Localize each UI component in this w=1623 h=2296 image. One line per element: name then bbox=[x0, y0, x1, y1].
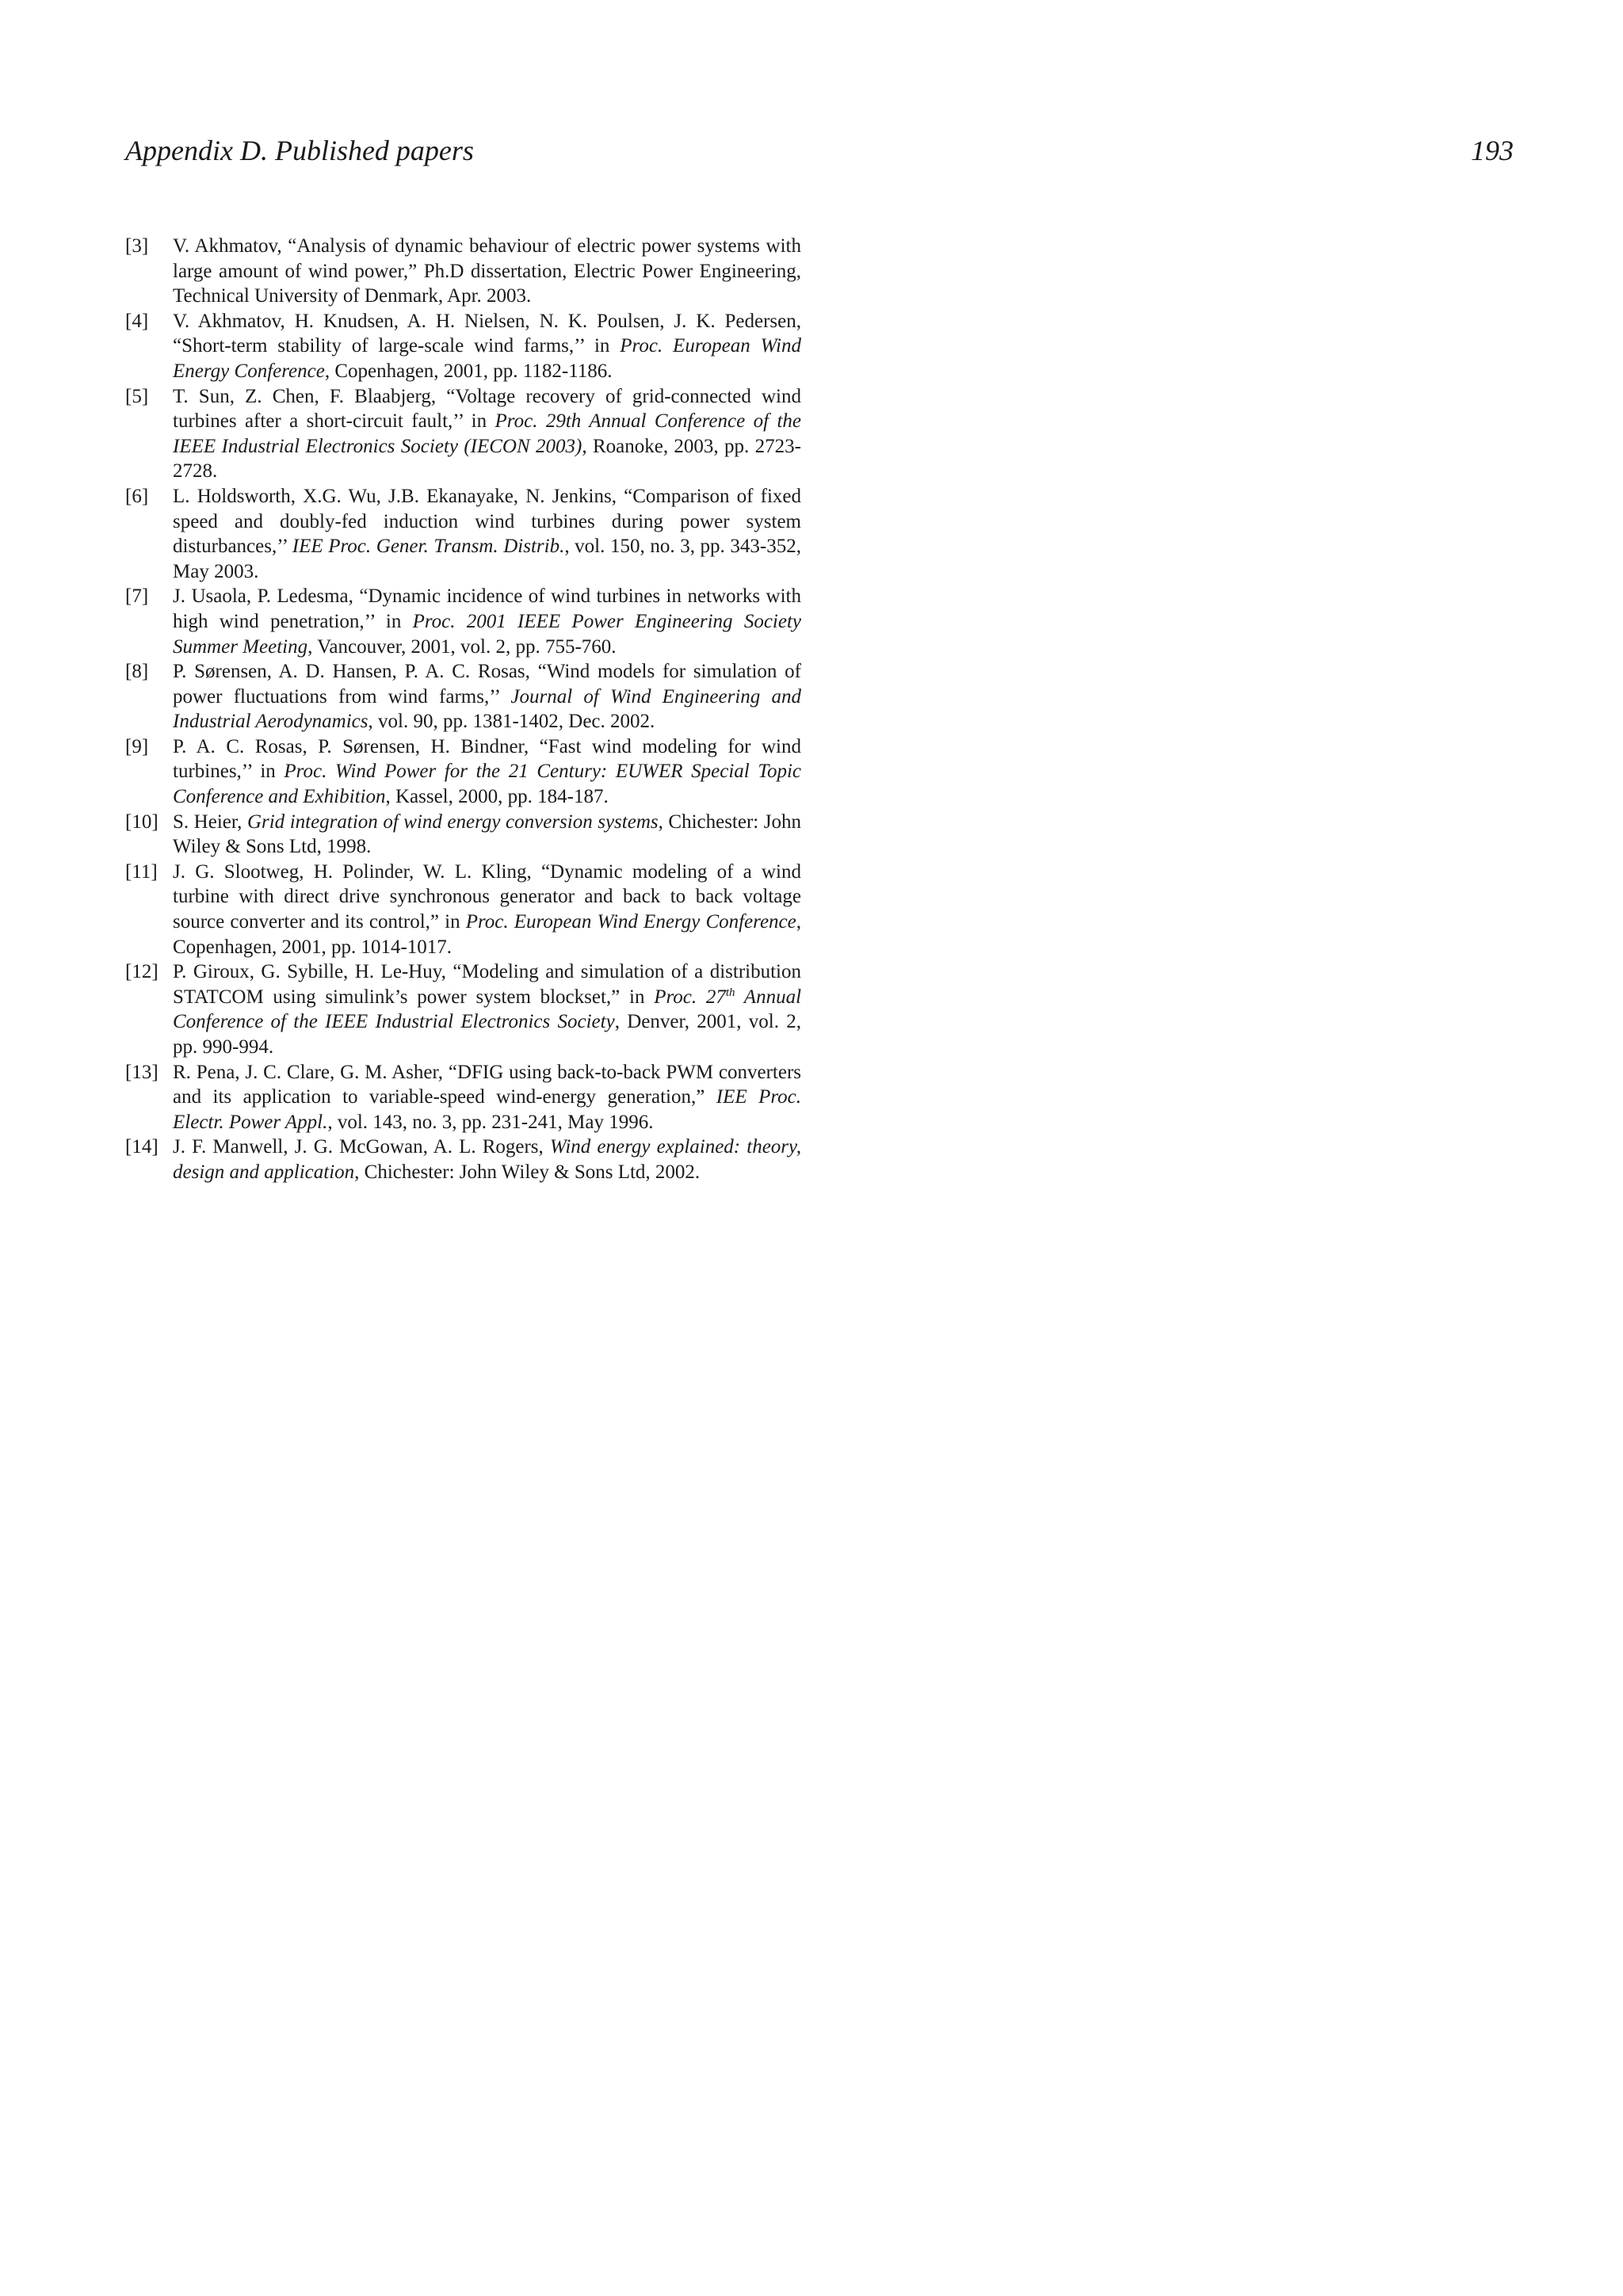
reference-text-segment: J. F. Manwell, J. G. McGowan, A. L. Rogers, bbox=[173, 1136, 550, 1158]
reference-text-segment: , Denver, 2001, vol. 2, pp. 990-994. bbox=[173, 1011, 801, 1058]
reference-text-segment: P. Sørensen, A. D. Hansen, P. A. C. Rosas, “Wind models for simulation of power fluctuations from wind farms,’’ bbox=[173, 661, 801, 707]
reference-item bbox=[125, 1060, 801, 1135]
reference-item bbox=[125, 860, 801, 959]
reference-text bbox=[173, 734, 801, 810]
reference-text-italic: Proc. European Wind Energy Conference bbox=[465, 911, 796, 933]
reference-number: [11] bbox=[125, 860, 158, 883]
reference-text-segment: , Vancouver, 2001, vol. 2, pp. 755-760. bbox=[307, 635, 617, 658]
reference-text-segment: J. Usaola, P. Ledesma, “Dynamic incidence of wind turbines in networks with high wind penetration,’’ in bbox=[173, 585, 801, 632]
reference-text-segment: , Chichester: John Wiley & Sons Ltd, 1998. bbox=[173, 810, 801, 858]
reference-text-segment: P. A. C. Rosas, P. Sørensen, H. Bindner, “Fast wind modeling for wind turbines,’’ in bbox=[173, 735, 801, 783]
reference-number: [5] bbox=[125, 385, 149, 407]
reference-text-italic: Proc. 2001 IEEE Power Engineering Society Summer Meeting bbox=[173, 610, 801, 658]
reference-item bbox=[125, 659, 801, 734]
reference-text-italic: Journal of Wind Engineering and Industrial Aerodynamics bbox=[173, 685, 801, 733]
reference-text-segment: , Roanoke, 2003, pp. 2723-2728. bbox=[173, 435, 801, 482]
reference-text bbox=[173, 484, 801, 584]
reference-number: [13] bbox=[125, 1061, 158, 1083]
reference-item bbox=[125, 734, 801, 810]
reference-item bbox=[125, 584, 801, 659]
reference-text-italic: Proc. 27 bbox=[654, 986, 726, 1008]
reference-text-segment: V. Akhmatov, “Analysis of dynamic behaviour of electric power systems with large amount of wind power,” Ph.D dissertation, Electric Power Engineering, Technical University of Denmark, Apr. 2003. bbox=[173, 235, 801, 307]
reference-number: [6] bbox=[125, 485, 149, 507]
reference-number: [8] bbox=[125, 661, 149, 683]
reference-item bbox=[125, 234, 801, 309]
reference-text-italic: IEE Proc. Gener. Transm. Distrib. bbox=[292, 536, 565, 558]
reference-text-segment: P. Giroux, G. Sybille, H. Le-Huy, “Modeling and simulation of a distribution STATCOM using simulink’s power system blockset,” in bbox=[173, 961, 801, 1008]
reference-text-superscript: th bbox=[725, 986, 735, 999]
reference-item bbox=[125, 484, 801, 584]
reference-item bbox=[125, 1135, 801, 1184]
reference-text-italic: Proc. 29th Annual Conference of the IEEE Industrial Electronics Society (IECON 2003) bbox=[173, 410, 801, 457]
page-number: 193 bbox=[1471, 135, 1514, 166]
reference-text-segment: R. Pena, J. C. Clare, G. M. Asher, “DFIG using back-to-back PWM converters and its application to variable-speed wind-energy generation,” bbox=[173, 1061, 801, 1108]
reference-number: [10] bbox=[125, 810, 158, 833]
reference-item bbox=[125, 959, 801, 1059]
reference-text-segment: T. Sun, Z. Chen, F. Blaabjerg, “Voltage recovery of grid-connected wind turbines after a short-circuit fault,’’ in bbox=[173, 385, 801, 433]
reference-text-segment: , Copenhagen, 2001, pp. 1014-1017. bbox=[173, 911, 801, 958]
reference-text-italic: Wind energy explained: theory, design and application bbox=[173, 1136, 801, 1183]
reference-text-italic: IEE Proc. Electr. Power Appl. bbox=[173, 1086, 801, 1133]
reference-number: [12] bbox=[125, 961, 158, 983]
reference-text-segment: L. Holdsworth, X.G. Wu, J.B. Ekanayake, N. Jenkins, “Comparison of fixed speed and doubly-fed induction wind turbines during power system disturbances,’’ bbox=[173, 485, 801, 558]
reference-text bbox=[173, 810, 801, 860]
reference-number: [7] bbox=[125, 585, 149, 608]
reference-text-segment: S. Heier, bbox=[173, 810, 247, 833]
reference-item bbox=[125, 384, 801, 484]
reference-text bbox=[173, 384, 801, 484]
reference-number: [3] bbox=[125, 235, 149, 257]
reference-text-italic: Grid integration of wind energy conversion systems bbox=[246, 810, 659, 833]
reference-item bbox=[125, 810, 801, 860]
reference-text-italic: Proc. European Wind Energy Conference bbox=[173, 335, 801, 382]
reference-text bbox=[173, 1135, 801, 1184]
reference-text bbox=[173, 309, 801, 384]
reference-text-segment: , vol. 150, no. 3, pp. 343-352, May 2003. bbox=[173, 536, 801, 582]
reference-text-italic: Annual Conference of the IEEE Industrial Electronics Society bbox=[173, 986, 802, 1033]
reference-text-segment: , Chichester: John Wiley & Sons Ltd, 2002. bbox=[354, 1161, 701, 1183]
reference-text-segment: J. G. Slootweg, H. Polinder, W. L. Kling, “Dynamic modeling of a wind turbine with direct drive synchronous generator and back to back voltage source converter and its control,” in bbox=[173, 860, 801, 933]
reference-number: [14] bbox=[125, 1136, 158, 1158]
reference-number: [9] bbox=[125, 735, 149, 757]
reference-text bbox=[173, 234, 801, 309]
reference-text-segment: , vol. 90, pp. 1381-1402, Dec. 2002. bbox=[368, 711, 655, 733]
reference-list bbox=[125, 234, 801, 1185]
reference-text bbox=[173, 959, 801, 1059]
running-head-title: Appendix D. Published papers bbox=[125, 135, 474, 166]
reference-text bbox=[173, 659, 801, 734]
reference-text-italic: Proc. Wind Power for the 21 Century: EUWER Special Topic Conference and Exhibition bbox=[173, 761, 801, 808]
reference-text-segment: V. Akhmatov, H. Knudsen, A. H. Nielsen, N. K. Poulsen, J. K. Pedersen, “Short-term stability of large-scale wind farms,’’ in bbox=[173, 310, 801, 357]
reference-number: [4] bbox=[125, 310, 149, 332]
reference-item bbox=[125, 309, 801, 384]
reference-text-segment: , Copenhagen, 2001, pp. 1182-1186. bbox=[324, 360, 613, 382]
reference-text bbox=[173, 584, 801, 659]
reference-text-segment: , Kassel, 2000, pp. 184-187. bbox=[385, 786, 609, 808]
reference-text bbox=[173, 1060, 801, 1135]
page-header bbox=[125, 131, 1514, 170]
reference-text-segment: , vol. 143, no. 3, pp. 231-241, May 1996. bbox=[327, 1111, 654, 1133]
reference-text bbox=[173, 860, 801, 959]
